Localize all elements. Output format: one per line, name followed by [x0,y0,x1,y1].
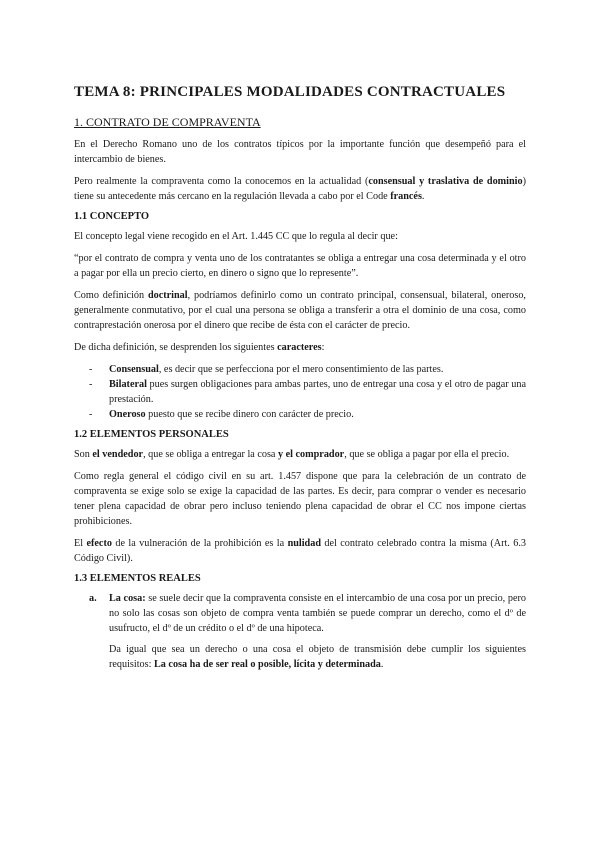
bold-requisitos: La cosa ha de ser real o posible, lícita y determinada [154,659,381,670]
text-run: ) tiene su antecedente más cercano en la regulación llevada a cabo por el Code [74,176,526,202]
text-run: El [74,538,87,549]
paragraph-concepto-legal: El concepto legal viene recogido en el Art. 1.445 CC que lo regula al decir que: [74,231,398,242]
list-item [74,377,526,407]
list-item-text: pues surgen obligaciones para ambas partes, uno de entregar una cosa y el otro de pagar una prestación. [109,379,526,405]
text-run: Da igual que sea un derecho o una cosa el objeto de transmisión debe cumplir los siguientes requisitos: [109,644,526,670]
list-item-text: , es decir que se perfecciona por el mero consentimiento de las partes. [158,364,444,375]
bold-doctrinal: doctrinal [147,290,188,301]
list-item [74,591,526,672]
list-item-text: se suele decir que la compraventa consiste en el intercambio de una cosa por un precio, pero no solo las cosas son objeto de compra venta también se puede comprar un derecho, como el dº de usufructo, el dº de un crédito o el dº de una hipoteca. [109,593,526,634]
paragraph-antecedente [74,174,526,204]
bold-nulidad: nulidad [287,538,321,549]
text-run: , que se obliga a entregar la cosa [143,449,278,460]
text-run: Son [74,449,93,460]
heading-concepto: 1.1 CONCEPTO [74,211,150,222]
bold-vendedor: el vendedor [92,449,144,460]
bold-consensual-traslativa: consensual y traslativa de dominio [368,176,523,187]
paragraph-derecho-romano: En el Derecho Romano uno de los contratos típicos por la importante función que desempeñó para el intercambio de bienes. [74,139,526,165]
paragraph-definicion-doctrinal [74,288,526,333]
paragraph-quote: “por el contrato de compra y venta uno de los contratantes se obliga a entregar una cosa determinada y el otro a pagar por ella un precio cierto, en dinero o signo que lo represente”. [74,253,526,279]
paragraph-nulidad [74,536,526,566]
list-marker: a. [89,593,97,604]
caracteres-list [74,362,526,422]
text-run: , que se obliga a pagar por ella el precio. [344,449,510,460]
text-run: del contrato celebrado contra la misma (Art. 6.3 Código Civil). [74,538,526,564]
list-item [74,407,526,422]
bold-la-cosa: La cosa: [109,593,146,604]
bold-bilateral: Bilateral [109,379,147,390]
page-title: TEMA 8: PRINCIPALES MODALIDADES CONTRACTUALES [74,84,506,100]
bold-oneroso: Oneroso [109,409,146,420]
text-run: Pero realmente la compraventa como la conocemos en la actualidad ( [74,176,369,187]
bold-efecto: efecto [86,538,112,549]
text-run: . [421,191,425,202]
bold-comprador: y el comprador [278,449,345,460]
paragraph-requisitos [109,642,526,672]
bold-frances: francés [390,191,422,202]
paragraph-caracteres [74,340,526,355]
document-body [74,84,526,672]
text-run: . [380,659,384,670]
bold-consensual: Consensual [109,364,159,375]
heading-elementos-personales: 1.2 ELEMENTOS PERSONALES [74,429,229,440]
list-item-text: puesto que se recibe dinero con carácter de precio. [145,409,354,420]
list-item [74,362,526,377]
paragraph-capacidad: Como regla general el código civil en su art. 1.457 dispone que para la celebración de un contrato de compraventa se exige solo se exige la capacidad de las partes. Es decir, para comprar o vender es necesario tener plena capacidad de obrar pero incluso teniendo plena capacidad de obrar el CC nos impone ciertas prohibiciones. [74,471,526,527]
elementos-reales-list [74,591,526,672]
paragraph-vendedor-comprador [74,447,526,462]
text-run: Como definición [74,290,148,301]
text-run: de la vulneración de la prohibición es la [111,538,288,549]
section-title-compraventa: 1. CONTRATO DE COMPRAVENTA [74,115,261,129]
heading-elementos-reales: 1.3 ELEMENTOS REALES [74,573,201,584]
text-run: De dicha definición, se desprenden los siguientes [74,342,278,353]
bold-caracteres: caracteres [277,342,322,353]
text-run: , podríamos definirlo como un contrato principal, consensual, bilateral, oneroso, generalmente conmutativo, por el cual una persona se obliga a transferir a otra el dominio de una cosa, como contraprestación onerosa por el dinero que recibe de ésta con el carácter de precio. [74,290,526,331]
text-run: : [321,342,325,353]
